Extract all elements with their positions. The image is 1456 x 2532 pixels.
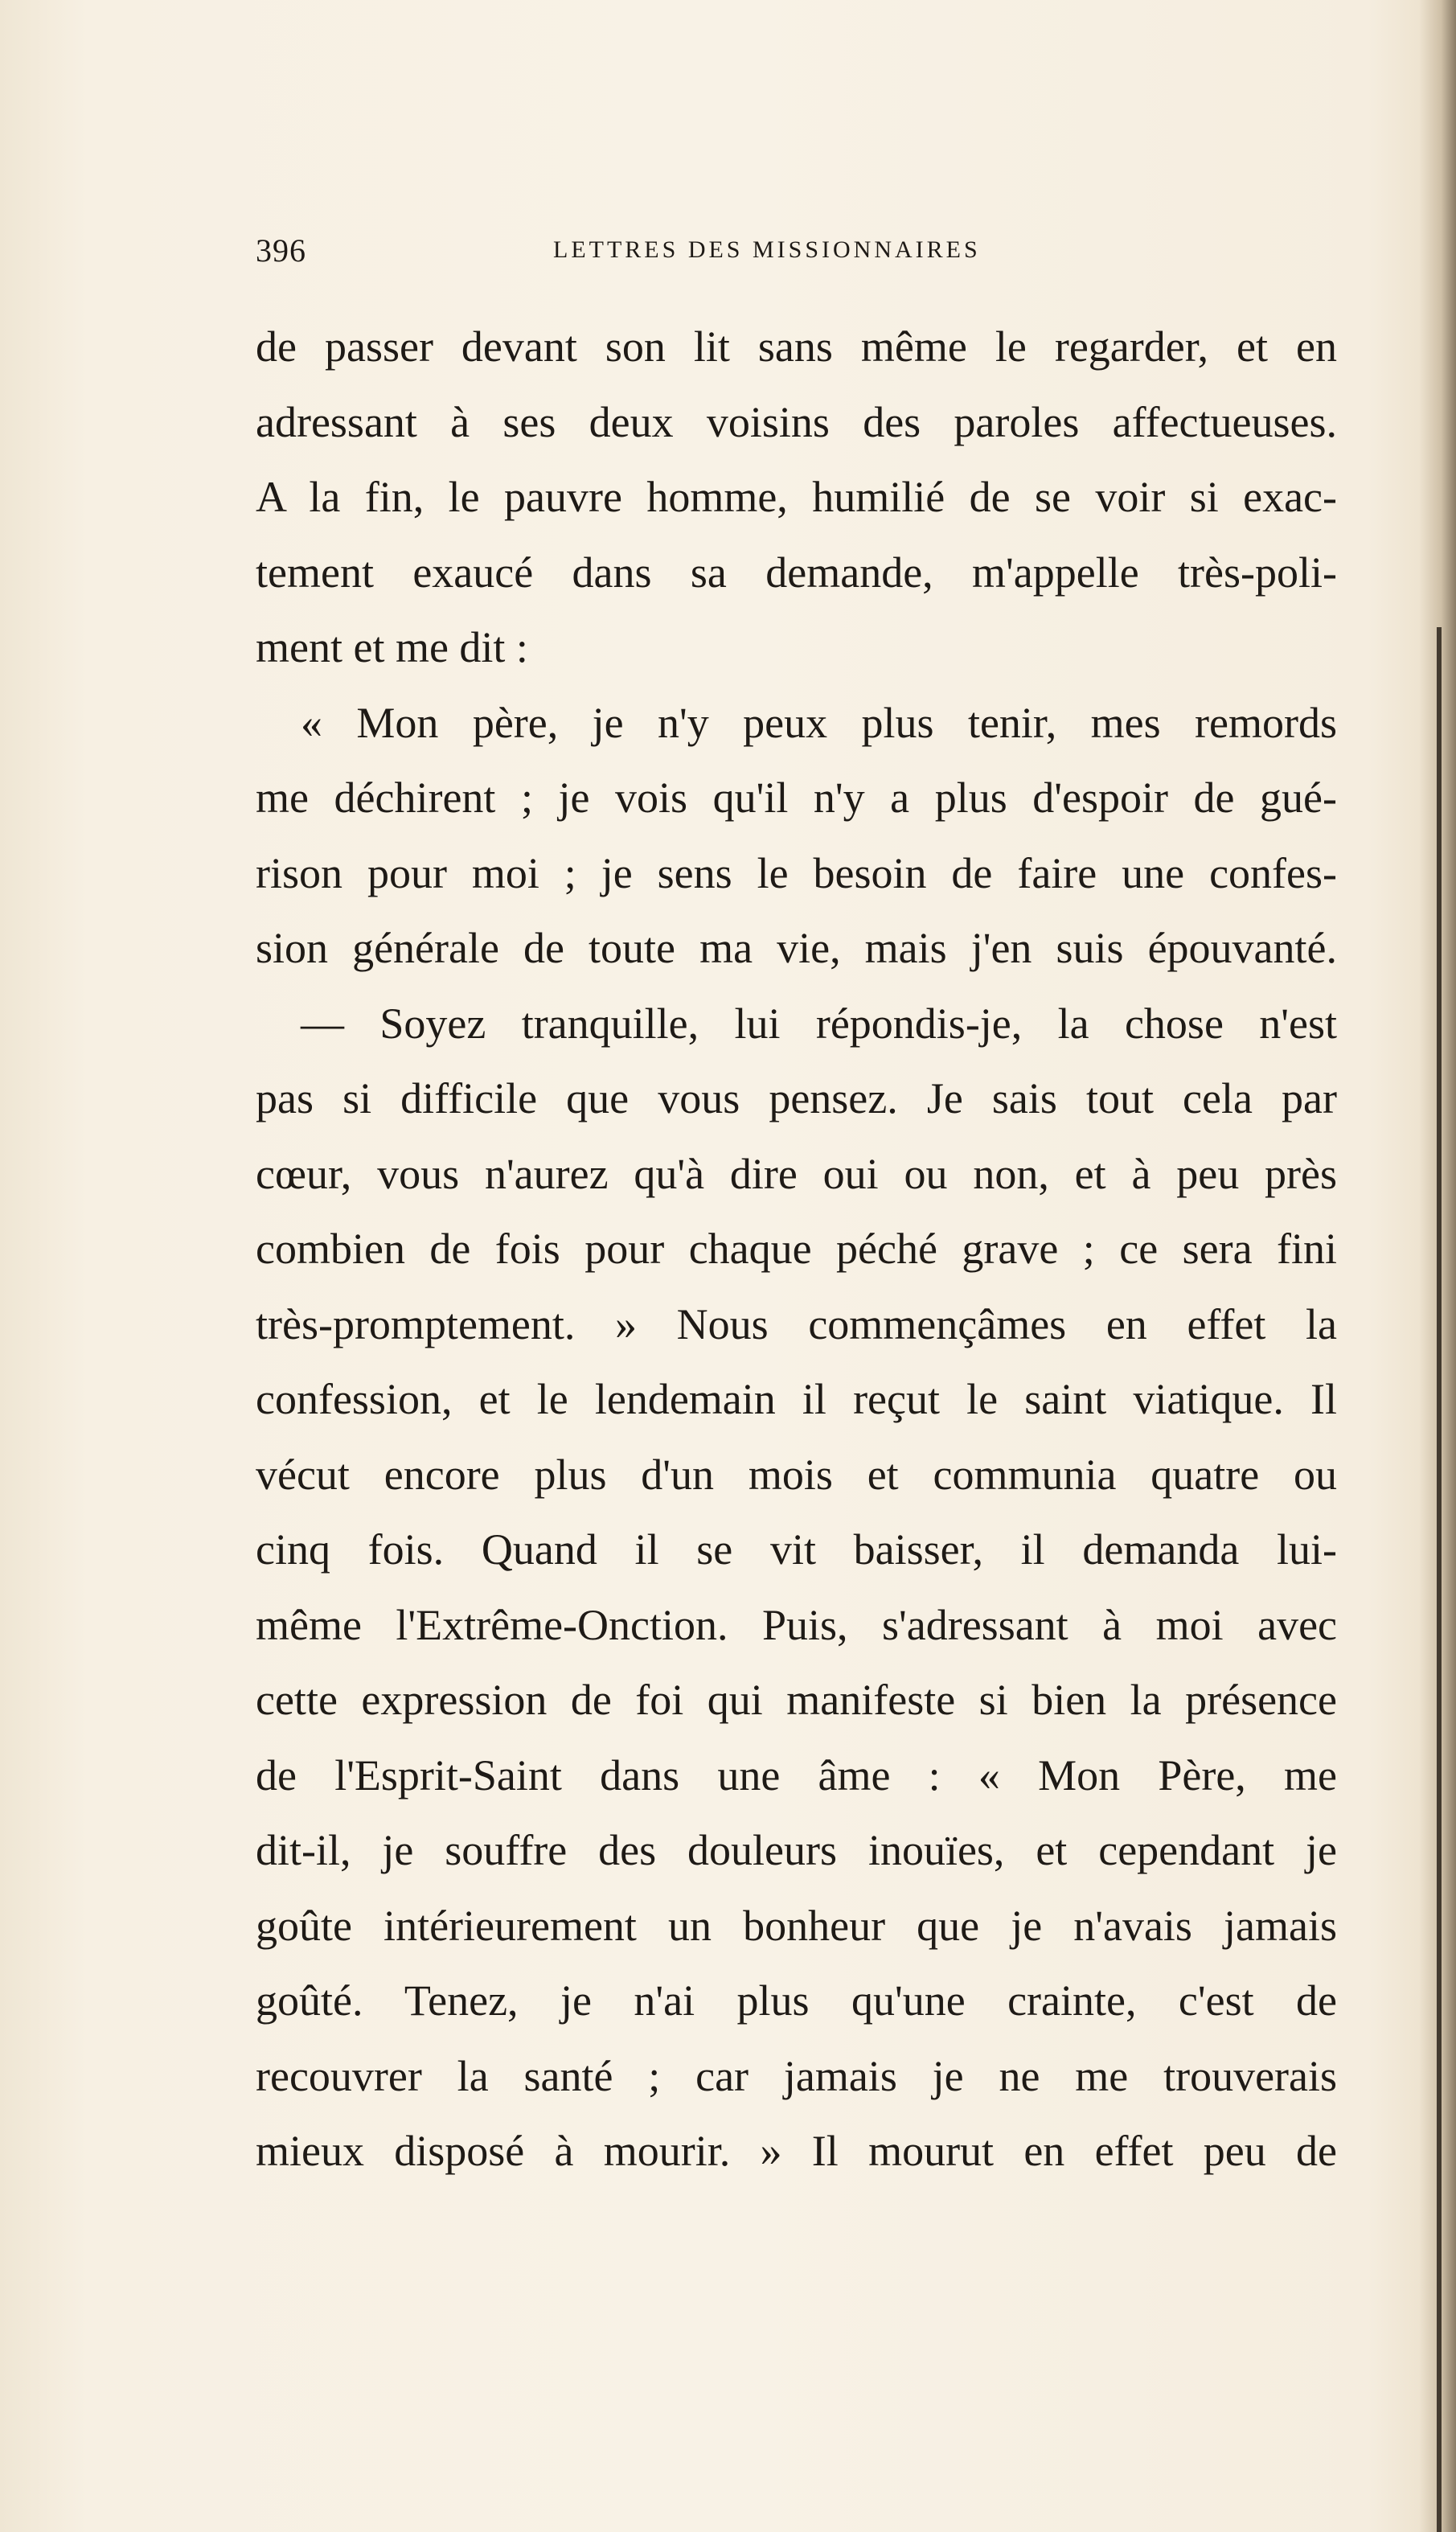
text-line: dit-il, je souffre des douleurs inouïes, et cependant je: [256, 1826, 1337, 1874]
text-line: cœur, vous n'aurez qu'à dire oui ou non, et à peu près: [256, 1149, 1337, 1198]
running-head: [256, 232, 1333, 272]
text-line: pas si difficile que vous pensez. Je sais tout cela par: [256, 1074, 1337, 1122]
body-text: [256, 310, 1337, 2189]
page-edge-line: [1437, 627, 1442, 2532]
text-line: rison pour moi ; je sens le besoin de faire une confes-: [256, 848, 1337, 897]
text-line: très-promptement. » Nous commençâmes en effet la: [256, 1299, 1337, 1348]
text-line: de passer devant son lit sans même le regarder, et en: [256, 322, 1337, 371]
text-line: A la fin, le pauvre homme, humilié de se voir si exac-: [256, 473, 1337, 521]
text-line: cette expression de foi qui manifeste si bien la présence: [256, 1676, 1337, 1724]
text-line: me déchirent ; je vois qu'il n'y a plus d'espoir de gué-: [256, 774, 1337, 822]
text-line: cinq fois. Quand il se vit baisser, il demanda lui-: [256, 1525, 1337, 1574]
text-line: de l'Esprit-Saint dans une âme : « Mon Père, me: [256, 1750, 1337, 1799]
text-line: combien de fois pour chaque péché grave ; ce sera fini: [256, 1225, 1337, 1273]
page-number: 396: [256, 232, 306, 269]
text-line: « Mon père, je n'y peux plus tenir, mes remords: [301, 698, 1337, 747]
running-title: LETTRES DES MISSIONNAIRES: [553, 236, 981, 263]
text-line: vécut encore plus d'un mois et communia quatre ou: [256, 1450, 1337, 1499]
text-line: ment et me dit :: [256, 623, 528, 671]
text-line: confession, et le lendemain il reçut le saint viatique. Il: [256, 1375, 1337, 1423]
text-line: tement exaucé dans sa demande, m'appelle très-poli-: [256, 548, 1337, 597]
text-line: mieux disposé à mourir. » Il mourut en effet peu de: [256, 2127, 1337, 2175]
text-line: recouvrer la santé ; car jamais je ne me trouverais: [256, 2051, 1337, 2100]
text-line: même l'Extrême-Onction. Puis, s'adressant à moi avec: [256, 1600, 1337, 1649]
text-line: adressant à ses deux voisins des paroles affectueuses.: [256, 397, 1337, 446]
text-line: — Soyez tranquille, lui répondis-je, la chose n'est: [301, 999, 1337, 1048]
text-line: sion générale de toute ma vie, mais j'en suis épouvanté.: [256, 924, 1337, 972]
text-line: goûté. Tenez, je n'ai plus qu'une crainte, c'est de: [256, 1976, 1337, 2025]
text-line: goûte intérieurement un bonheur que je n'avais jamais: [256, 1901, 1337, 1950]
